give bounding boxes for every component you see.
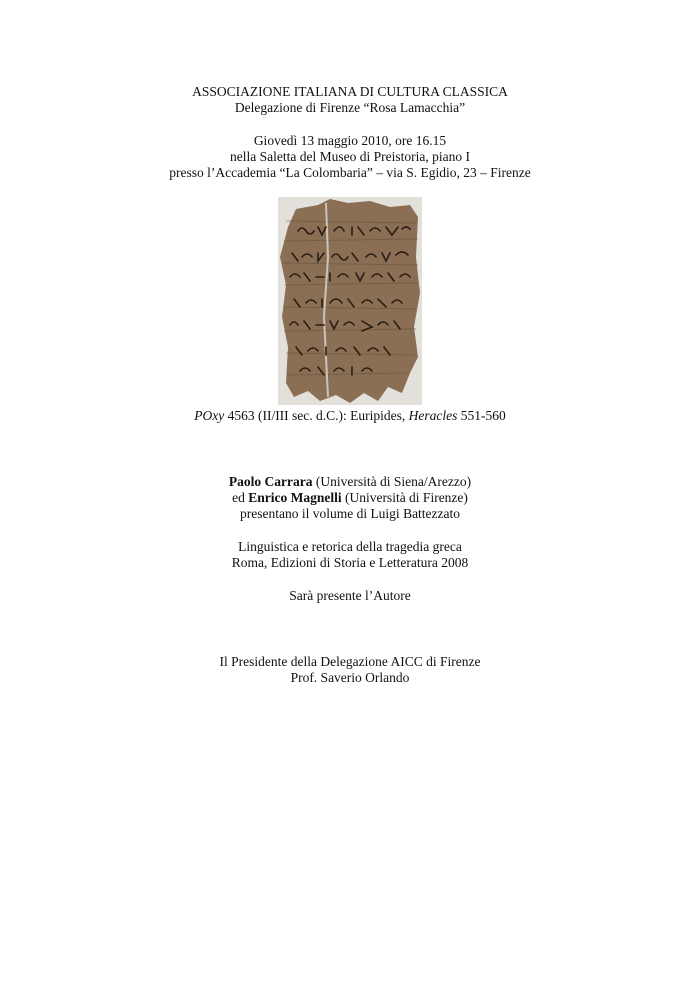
speaker-2-affiliation: (Università di Firenze) bbox=[341, 490, 468, 505]
presenting-line: presentano il volume di Luigi Battezzato bbox=[239, 506, 461, 521]
event-room: nella Saletta del Museo di Preistoria, piano I bbox=[230, 149, 470, 164]
president-name: Prof. Saverio Orlando bbox=[290, 670, 410, 685]
event-venue: presso l’Accademia “La Colombaria” – via S. Egidio, 23 – Firenze bbox=[169, 165, 531, 180]
header bbox=[0, 84, 700, 116]
speaker-1-affiliation: (Università di Siena/Arezzo) bbox=[312, 474, 472, 489]
caption-poxy: POxy bbox=[194, 408, 225, 423]
papyrus-fragment bbox=[278, 197, 422, 405]
papyrus-image bbox=[278, 197, 422, 405]
speaker-2 bbox=[0, 490, 700, 506]
papyrus-caption bbox=[0, 408, 700, 424]
book-publisher: Roma, Edizioni di Storia e Letteratura 2008 bbox=[231, 555, 469, 570]
book-title: Linguistica e retorica della tragedia greca bbox=[238, 539, 462, 554]
caption-number: 4563 (II/III sec. d.C.): Euripides, bbox=[224, 408, 409, 423]
speaker-1-name: Paolo Carrara bbox=[228, 474, 313, 489]
caption-lines: 551-560 bbox=[457, 408, 506, 423]
speaker-2-name: Enrico Magnelli bbox=[248, 490, 342, 505]
author-presence: Sarà presente l’Autore bbox=[289, 588, 411, 603]
president-role: Il Presidente della Delegazione AICC di Firenze bbox=[219, 654, 481, 669]
event-details bbox=[0, 133, 700, 181]
speaker-1 bbox=[0, 474, 700, 490]
signature-block bbox=[0, 654, 700, 686]
association-name: ASSOCIAZIONE ITALIANA DI CULTURA CLASSICA bbox=[192, 84, 508, 99]
caption-play: Heracles bbox=[408, 408, 458, 423]
delegation-name: Delegazione di Firenze “Rosa Lamacchia” bbox=[234, 100, 466, 115]
speakers bbox=[0, 474, 700, 522]
author-note bbox=[0, 588, 700, 604]
speaker-connector: ed bbox=[232, 490, 249, 505]
book-info bbox=[0, 539, 700, 571]
event-date: Giovedì 13 maggio 2010, ore 16.15 bbox=[253, 133, 447, 148]
